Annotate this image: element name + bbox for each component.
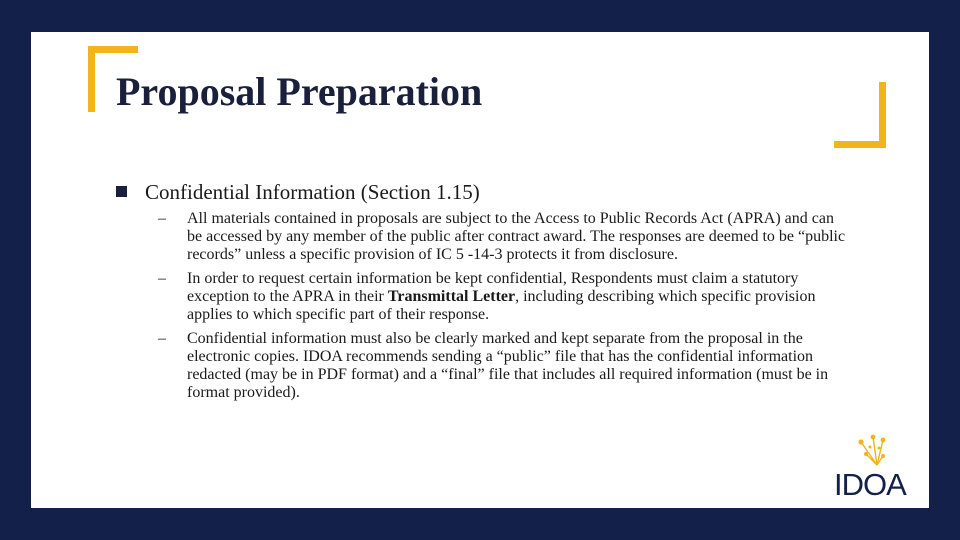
sub-bullet-text-before: In order to request certain information be kept confidential, Respondents must claim a statutory exception to the APRA in their: [187, 270, 799, 305]
sub-bullet-item: [158, 270, 848, 324]
dash-bullet-icon: –: [158, 210, 166, 227]
sub-bullet-text-after: , including describing which specific provision applies to which specific part of their response.: [187, 288, 816, 323]
square-bullet-icon: [116, 186, 127, 197]
corner-bracket-bottom-right: [834, 82, 886, 148]
slide-title: Proposal Preparation: [116, 69, 483, 114]
sub-bullet-item: [158, 210, 848, 264]
dash-bullet-icon: –: [158, 270, 166, 287]
sub-bullet-text: All materials contained in proposals are subject to the Access to Public Records Act (APRA) and can be accessed by any member of the public after contract award. The responses are deemed to be “public records” unless a specific provision of IC 5 -14-3 protects it from disclosure.: [187, 210, 846, 263]
main-bullet-text: Confidential Information (Section 1.15): [145, 180, 480, 204]
idoa-logo: [834, 428, 918, 500]
dash-bullet-icon: –: [158, 330, 166, 347]
transmittal-letter-emphasis: Transmittal Letter: [387, 288, 516, 305]
sub-bullet-text: Confidential information must also be clearly marked and kept separate from the proposal in the electronic copies. IDOA recommends sending a “public” file that has the confidential information redacted (may be in PDF format) and a “final” file that includes all required information (must be in format provided).: [187, 330, 829, 401]
idoa-logo-text: IDOA: [834, 467, 906, 502]
sub-bullet-list: [158, 210, 848, 408]
sub-bullet-item: [158, 330, 848, 402]
